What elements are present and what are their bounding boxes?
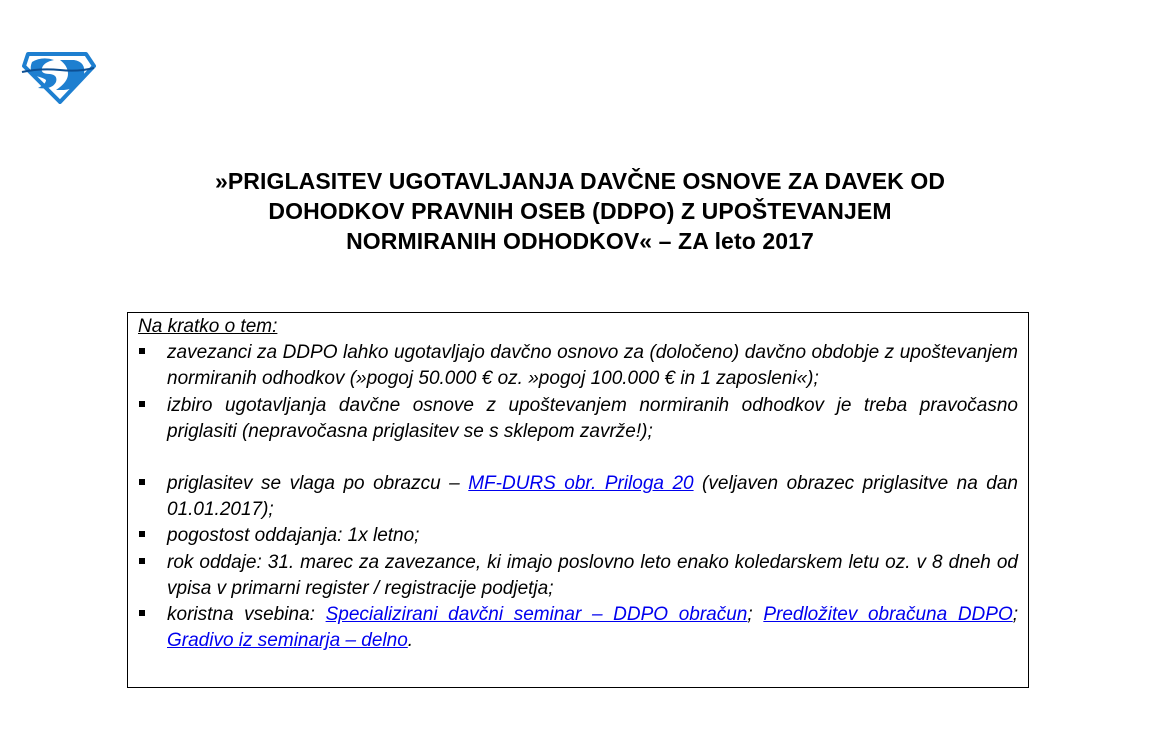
list-item-text: priglasitev se vlaga po obrazcu – bbox=[167, 473, 469, 495]
title-line-3 bbox=[100, 226, 1060, 256]
list-item-text: pogostost oddajanja: 1x letno; bbox=[167, 525, 420, 547]
square-bullet-icon bbox=[139, 558, 145, 564]
separator-text: ; bbox=[1012, 604, 1019, 626]
square-bullet-icon bbox=[139, 479, 145, 485]
link-gradivo-seminarja[interactable]: Gradivo iz seminarja – delno bbox=[167, 630, 408, 652]
list-item-text: izbiro ugotavljanja davčne osnove z upoštevanjem normiranih odhodkov je treba pravočasno priglasiti (nepravočasna priglasitev se s sklepom zavrže!); bbox=[167, 394, 1018, 442]
link-mf-durs-priloga-20[interactable]: MF-DURS obr. Priloga 20 bbox=[468, 473, 694, 495]
separator-text: ; bbox=[747, 604, 764, 626]
title-year: leto 2017 bbox=[714, 228, 814, 254]
summary-heading: Na kratko o tem: bbox=[138, 316, 278, 337]
square-bullet-icon bbox=[139, 401, 145, 407]
list-spacer bbox=[138, 445, 1018, 471]
square-bullet-icon bbox=[139, 531, 145, 537]
page-title bbox=[100, 166, 1060, 256]
sd-shield-logo-icon bbox=[20, 48, 96, 104]
separator-text: . bbox=[407, 630, 414, 652]
link-ddpo-seminar[interactable]: Specializirani davčni seminar – DDPO obračun bbox=[325, 604, 748, 626]
list-item bbox=[138, 602, 1018, 654]
summary-box bbox=[127, 312, 1029, 688]
list-item bbox=[138, 523, 1018, 549]
list-item-text: rok oddaje: 31. marec za zavezance, ki imajo poslovno leto enako koledarskem letu oz. v 8 dneh od vpisa v primarni register / registracije podjetja; bbox=[167, 551, 1018, 599]
title-line-2: DOHODKOV PRAVNIH OSEB (DDPO) Z UPOŠTEVANJEM bbox=[268, 198, 892, 224]
list-item bbox=[138, 393, 1018, 445]
summary-list bbox=[138, 340, 1018, 654]
link-predlozitev-obracuna[interactable]: Predložitev obračuna DDPO bbox=[763, 604, 1013, 626]
list-item-text: zavezanci za DDPO lahko ugotavljajo davčno osnovo za (določeno) davčno obdobje z upoštevanjem normiranih odhodkov (»pogoj 50.000 € oz. »pogoj 100.000 € in 1 zaposleni«); bbox=[167, 342, 1018, 390]
square-bullet-icon bbox=[139, 348, 145, 354]
title-line-1: »PRIGLASITEV UGOTAVLJANJA DAVČNE OSNOVE ZA DAVEK OD bbox=[214, 168, 946, 194]
title-line-3-main: NORMIRANIH ODHODKOV« – ZA bbox=[346, 228, 715, 254]
square-bullet-icon bbox=[139, 610, 145, 616]
list-item bbox=[138, 550, 1018, 602]
list-item-text: (veljaven obrazec priglasitve na dan 01.01.2017); bbox=[167, 473, 1018, 521]
list-item-text: koristna vsebina: bbox=[167, 604, 326, 626]
list-item bbox=[138, 471, 1018, 523]
list-item bbox=[138, 340, 1018, 392]
